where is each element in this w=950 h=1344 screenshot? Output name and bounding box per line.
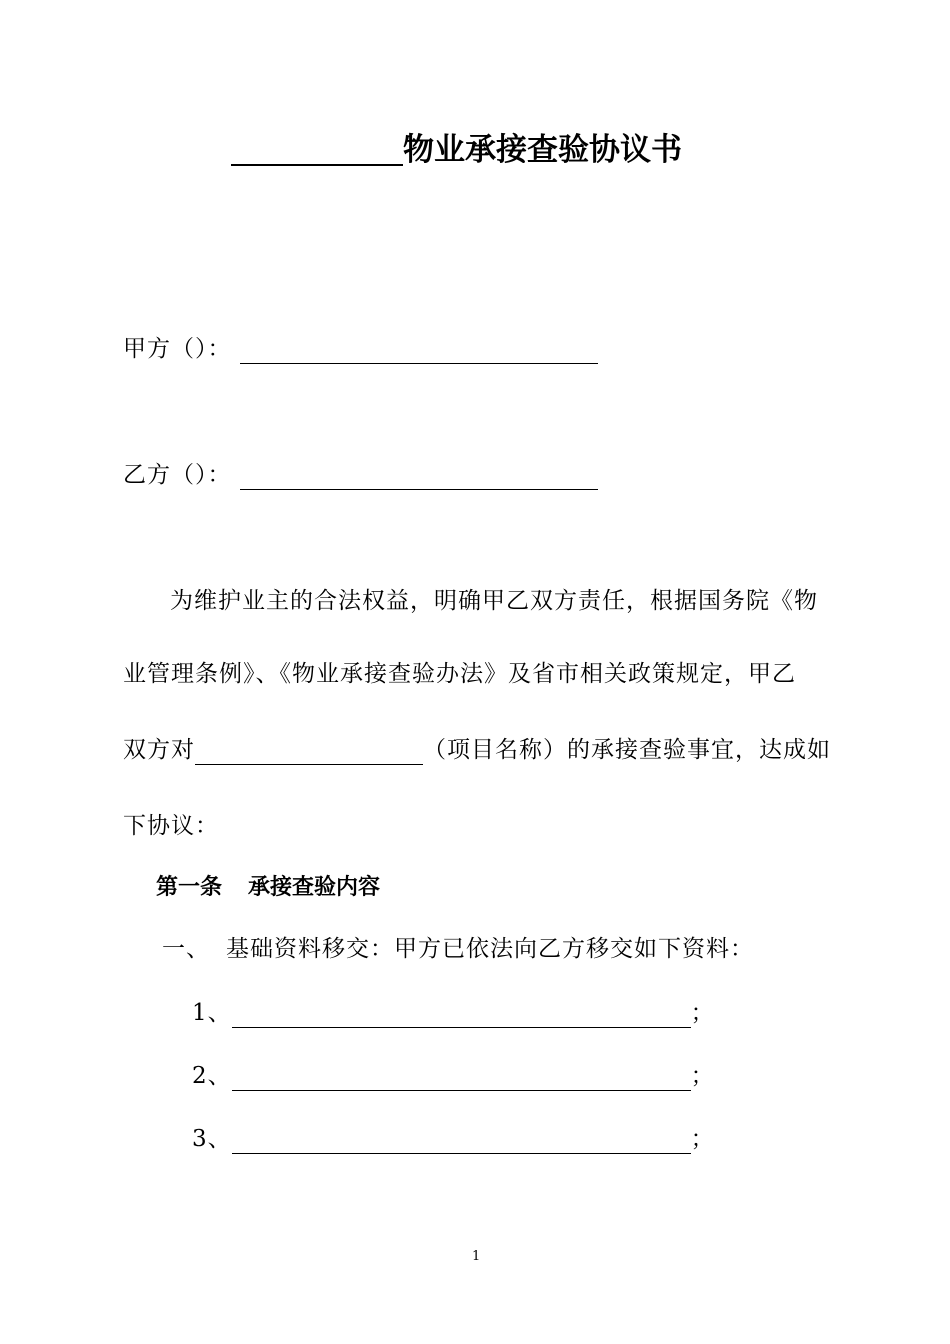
title-text: 物业承接查验协议书 [403,132,682,168]
article-1-number: 第一条 [156,875,223,900]
document-title [231,128,682,172]
item-3-end: ； [690,1126,715,1152]
item-1-blank[interactable] [232,1003,691,1028]
paragraph-line-4: 下协议： [123,813,219,839]
party-a-blank[interactable] [240,339,598,364]
party-b-blank[interactable] [240,465,598,490]
project-name-blank[interactable] [195,740,423,765]
item-2-blank[interactable] [232,1066,691,1091]
paragraph-line-1: 为维护业主的合法权益，明确甲乙双方责任，根据国务院《物 [170,588,818,614]
section-1 [162,934,754,964]
paragraph-line-3-suffix: （项目名称）的承接查验事宜，达成如 [423,737,831,763]
item-2-end: ； [690,1063,715,1089]
article-1-title: 承接查验内容 [248,875,381,900]
page-number: 1 [472,1249,481,1264]
list-item [192,998,715,1028]
party-a-row [123,334,598,364]
paragraph-line-3 [123,735,831,765]
item-3-blank[interactable] [232,1129,691,1154]
list-item [192,1124,715,1154]
paragraph-line-2: 业管理条例》、《物业承接查验办法》及省市相关政策规定，甲乙 [123,661,796,687]
item-2-index: 2、 [192,1063,232,1089]
list-item [192,1061,715,1091]
section-1-text: 基础资料移交：甲方已依法向乙方移交如下资料： [226,936,754,962]
paragraph-line-3-prefix: 双方对 [123,737,195,763]
party-b-row [123,460,598,490]
party-b-label: 乙方（）： [123,462,232,488]
item-1-index: 1、 [192,1000,232,1026]
item-3-index: 3、 [192,1126,232,1152]
title-blank-line[interactable] [231,128,403,166]
article-1-heading [156,870,380,901]
party-a-label: 甲方（）： [123,336,232,362]
section-1-number: 一、 [162,936,210,962]
item-1-end: ； [690,1000,715,1026]
